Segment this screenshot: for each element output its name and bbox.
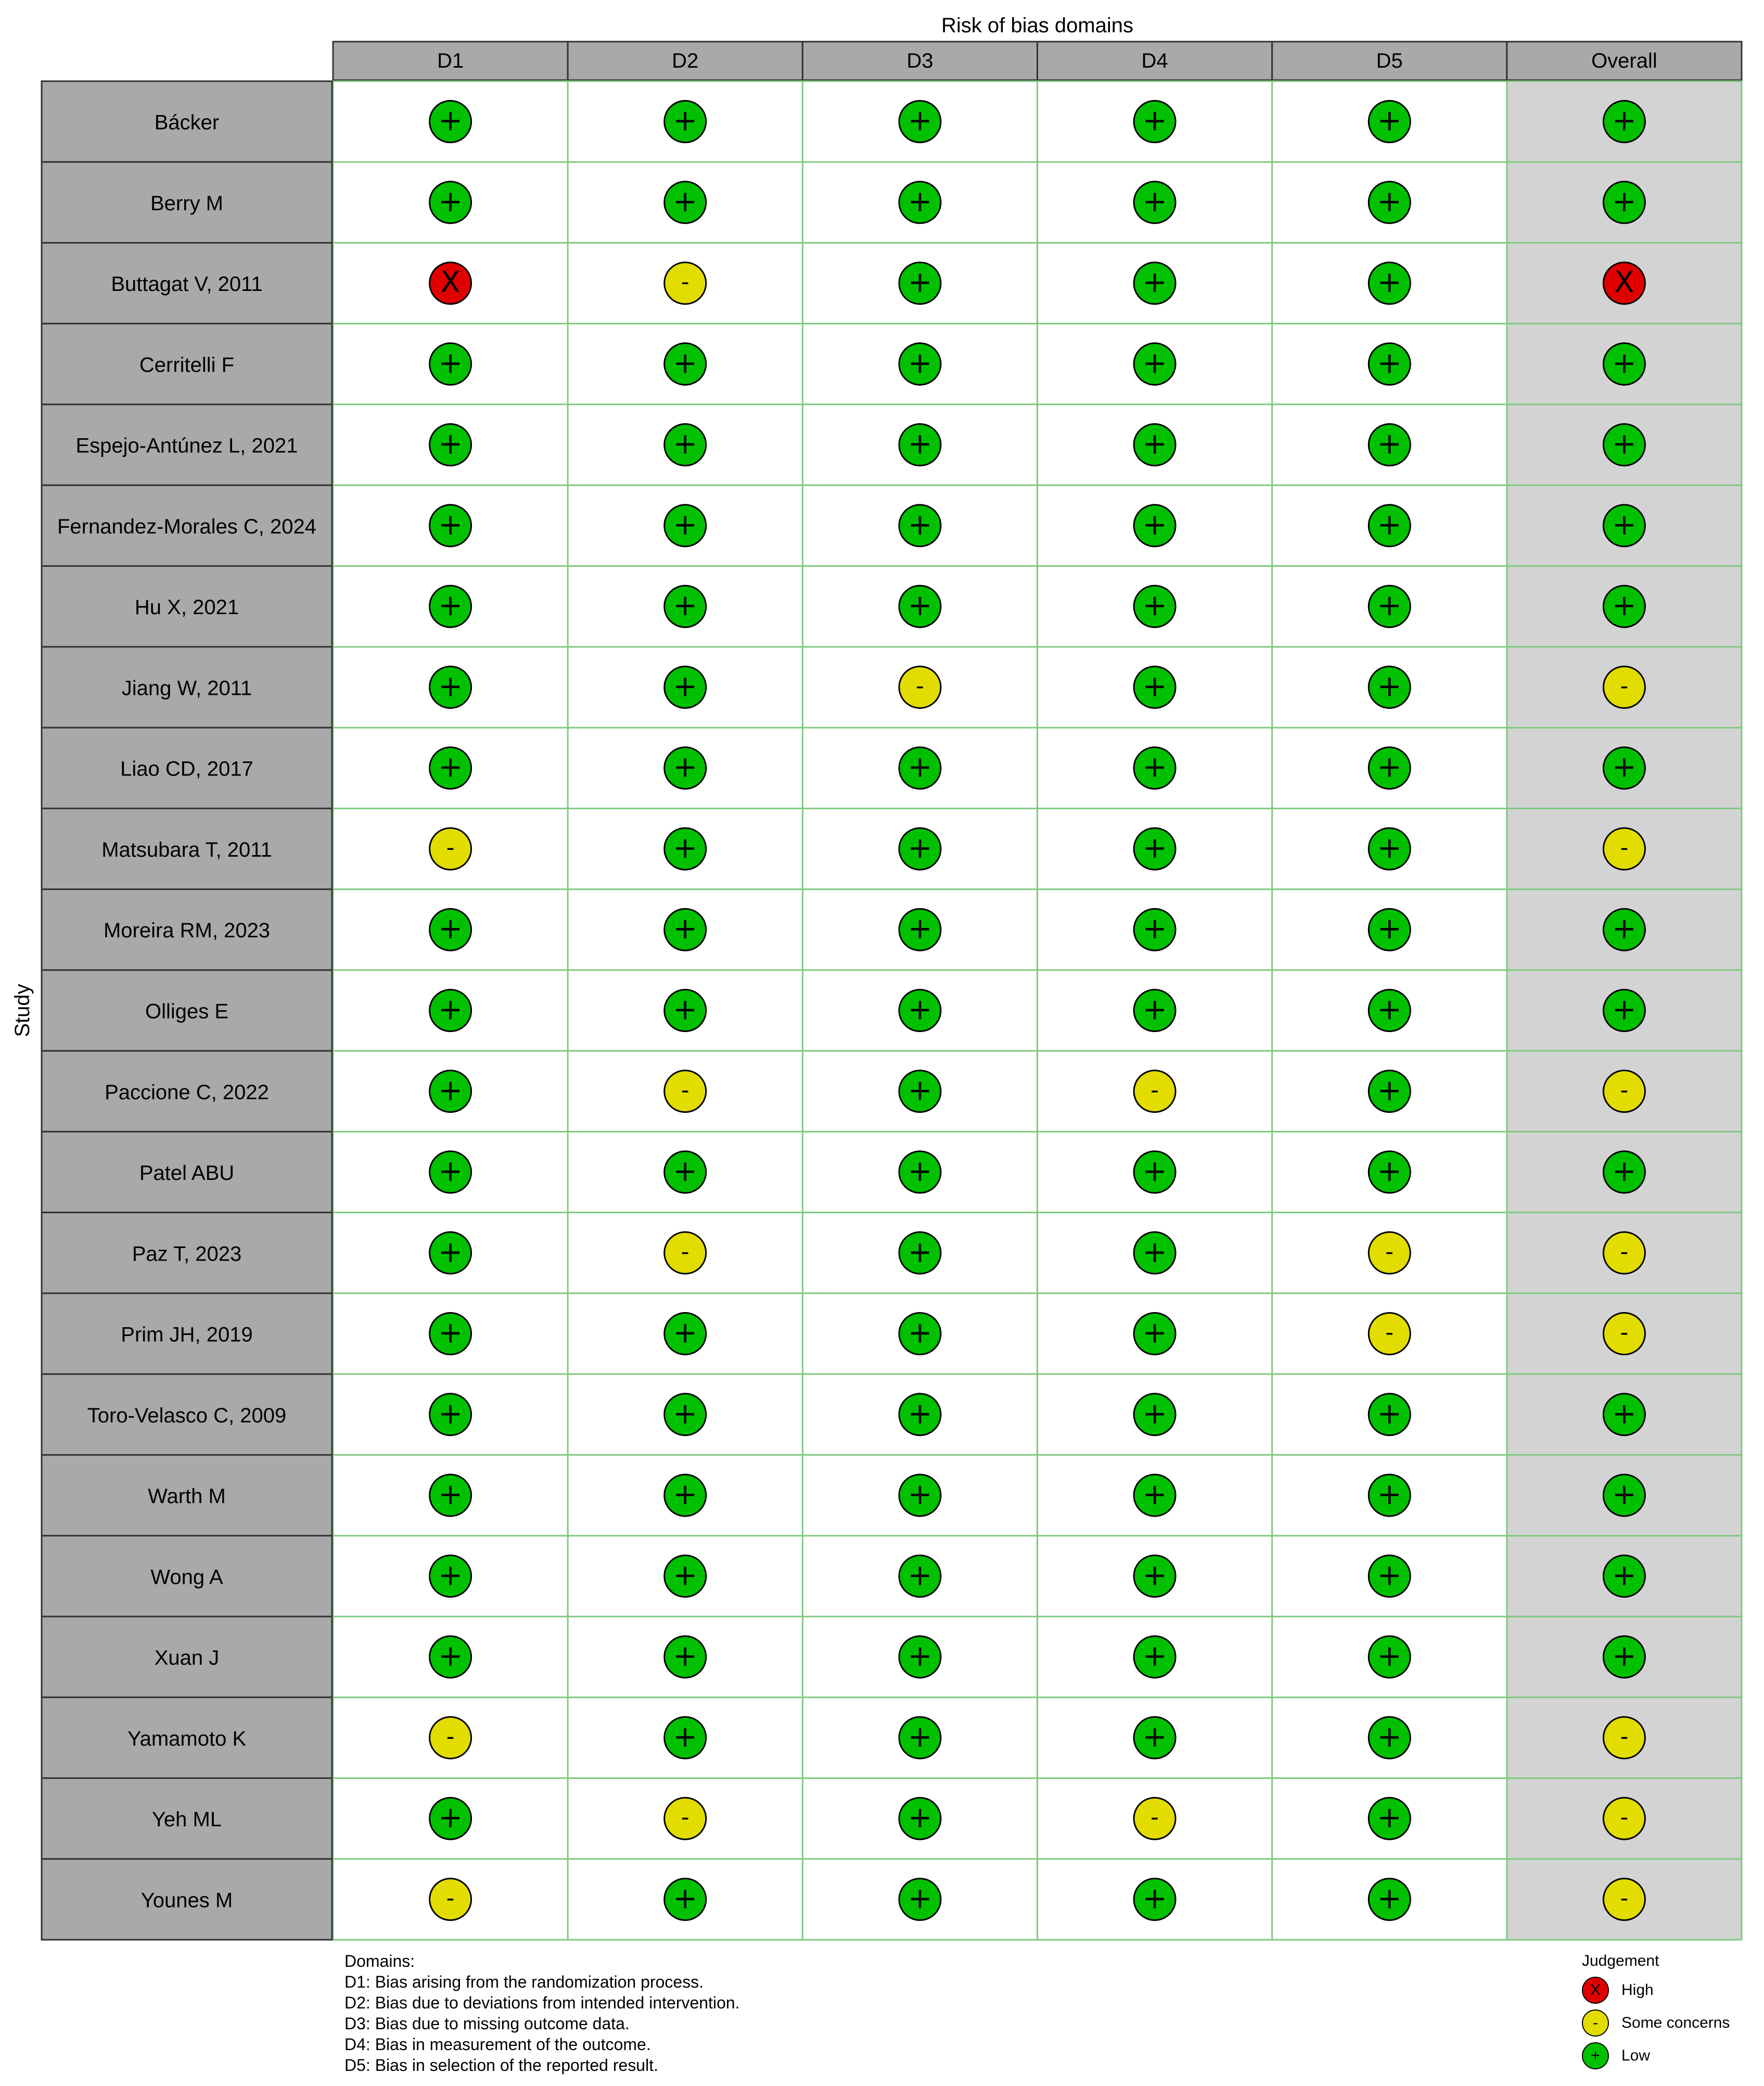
judgement-symbol-low: +	[1142, 265, 1167, 300]
judgement-symbol-low: +	[907, 1801, 932, 1835]
low-icon: +	[1582, 2042, 1609, 2069]
judgement-symbol-low: +	[1377, 831, 1402, 865]
judgement-symbol-low: +	[438, 1235, 463, 1269]
judgement-symbol-some: -	[1620, 1076, 1629, 1103]
judgement-symbol-low: +	[907, 1154, 932, 1189]
legend-item-some-concerns	[1582, 2006, 1759, 2039]
judgement-symbol-low: +	[438, 346, 463, 380]
judgement-symbol-low: +	[673, 669, 698, 704]
judgement-symbol-low: +	[673, 1881, 698, 1916]
column-header-label-d4: D4	[1141, 49, 1168, 72]
judgement-symbol-low: +	[907, 1235, 932, 1269]
column-header-label-d2: D2	[672, 49, 699, 72]
judgement-symbol-low: +	[673, 1639, 698, 1673]
study-label-warth-m: Warth M	[148, 1485, 226, 1508]
judgement-symbol-low: +	[673, 1396, 698, 1431]
high-icon: X	[1582, 1977, 1609, 2004]
judgement-symbol-some: -	[1620, 1319, 1629, 1346]
judgement-symbol-low: +	[1377, 104, 1402, 138]
judgement-symbol-low: +	[438, 993, 463, 1027]
judgement-symbol-low: +	[1612, 104, 1637, 138]
judgement-symbol-low: +	[1612, 912, 1637, 946]
judgement-symbol-some: -	[1620, 1804, 1629, 1831]
judgement-symbol-low: +	[1612, 589, 1637, 623]
study-label-hu-x-2021: Hu X, 2021	[134, 596, 239, 619]
column-header-label-d1: D1	[437, 49, 464, 72]
legend-label-some-concerns: Some concerns	[1621, 2014, 1730, 2031]
legend-title: Judgement	[1582, 1952, 1659, 1969]
judgement-symbol-low: +	[907, 1396, 932, 1431]
judgement-symbol-some: -	[1620, 672, 1629, 699]
judgement-symbol-low: +	[1377, 669, 1402, 704]
judgement-symbol-low: +	[1612, 1558, 1637, 1593]
study-label-paccione-c-2022: Paccione C, 2022	[105, 1080, 269, 1104]
judgement-symbol-low: +	[907, 1639, 932, 1673]
judgement-symbol-low: +	[1612, 184, 1637, 219]
study-label-cerritelli-f: Cerritelli F	[139, 353, 235, 377]
judgement-symbol-low: +	[673, 1154, 698, 1189]
judgement-symbol-some: -	[1385, 1319, 1394, 1346]
judgement-symbol-high: X	[440, 265, 461, 300]
column-header-label-d5: D5	[1376, 49, 1403, 72]
judgement-symbol-some: -	[915, 672, 924, 699]
judgement-symbol-low: +	[907, 1881, 932, 1916]
judgement-symbol-low: +	[1142, 1316, 1167, 1350]
judgement-symbol-low: +	[1377, 1720, 1402, 1754]
column-header-label-overall: Overall	[1591, 49, 1657, 72]
judgement-symbol-low: +	[1377, 1073, 1402, 1108]
judgement-symbol-some: -	[446, 1723, 455, 1750]
judgement-symbol-low: +	[907, 1558, 932, 1593]
judgement-symbol-low: +	[1377, 184, 1402, 219]
judgement-symbol-low: +	[673, 589, 698, 623]
study-label-jiang-w-2011: Jiang W, 2011	[121, 677, 252, 700]
judgement-symbol-low: +	[438, 507, 463, 542]
judgement-symbol-low: +	[438, 1801, 463, 1835]
judgement-symbol-low: +	[673, 1558, 698, 1593]
judgement-symbol-low: +	[438, 1073, 463, 1108]
judgement-symbol-low: +	[438, 1396, 463, 1431]
judgement-symbol-some: -	[1151, 1804, 1159, 1831]
judgement-symbol-low: +	[907, 1478, 932, 1512]
judgement-symbol-low: +	[1377, 265, 1402, 300]
judgement-symbol-low: +	[1377, 1881, 1402, 1916]
judgement-symbol-low: +	[1377, 589, 1402, 623]
judgement-symbol-low: +	[673, 507, 698, 542]
study-label-fernandez-morales-c-2024: Fernandez-Morales C, 2024	[57, 515, 317, 538]
domains-key-heading: Domains:	[344, 1952, 415, 1970]
study-label-prim-jh-2019: Prim JH, 2019	[121, 1323, 253, 1346]
judgement-symbol-low: +	[1612, 507, 1637, 542]
judgement-symbol-low: +	[1142, 1558, 1167, 1593]
judgement-symbol-low: +	[907, 346, 932, 380]
judgement-symbol-low: +	[1142, 1881, 1167, 1916]
some-concerns-icon: -	[1582, 2009, 1609, 2037]
judgement-symbol-some: -	[1385, 1238, 1394, 1265]
judgement-symbol-low: +	[1142, 589, 1167, 623]
judgement-symbol-low: +	[1142, 1720, 1167, 1754]
judgement-symbol-low: +	[438, 427, 463, 461]
judgement-symbol-some: -	[1151, 1076, 1159, 1103]
judgement-symbol-low: +	[907, 104, 932, 138]
judgement-symbol-low: +	[1142, 831, 1167, 865]
judgement-symbol-low: +	[438, 669, 463, 704]
legend-item-low	[1582, 2039, 1759, 2072]
judgement-symbol-low: +	[1612, 427, 1637, 461]
judgement-symbol-low: +	[673, 750, 698, 784]
judgement-symbol-low: +	[1142, 104, 1167, 138]
judgement-symbol-low: +	[1142, 184, 1167, 219]
judgement-symbol-low: +	[1612, 1396, 1637, 1431]
judgement-symbol-low: +	[907, 265, 932, 300]
judgement-symbol-low: +	[438, 1478, 463, 1512]
judgement-symbol-low: +	[673, 184, 698, 219]
judgement-symbol-some: -	[1620, 1723, 1629, 1750]
domains-key-d5: D5: Bias in selection of the reported result.	[344, 2056, 658, 2075]
judgement-symbol-low: +	[673, 912, 698, 946]
judgement-symbol-low: +	[438, 1639, 463, 1673]
judgement-symbol-low: +	[673, 104, 698, 138]
judgement-symbol-low: +	[907, 507, 932, 542]
study-label-olliges-e: Olliges E	[145, 1000, 229, 1023]
column-header-label-d3: D3	[906, 49, 934, 72]
study-label-backer: Bácker	[154, 111, 220, 134]
judgement-symbol-low: +	[1377, 507, 1402, 542]
judgement-symbol-low: +	[1142, 507, 1167, 542]
study-label-liao-cd-2017: Liao CD, 2017	[120, 757, 253, 781]
domains-key-d2: D2: Bias due to deviations from intended intervention.	[344, 1993, 740, 2012]
y-axis-label: Study	[11, 984, 34, 1037]
study-label-moreira-rm-2023: Moreira RM, 2023	[103, 919, 271, 943]
judgement-symbol-low: +	[1142, 993, 1167, 1027]
judgement-symbol-low: +	[1377, 993, 1402, 1027]
judgement-symbol-high: X	[1614, 265, 1634, 300]
judgement-symbol-low: +	[673, 993, 698, 1027]
judgement-symbol-low: +	[673, 1478, 698, 1512]
judgement-symbol-low: +	[1612, 1478, 1637, 1512]
judgement-symbol-low: +	[1377, 346, 1402, 380]
study-label-toro-velasco-c-2009: Toro-Velasco C, 2009	[87, 1404, 287, 1427]
judgement-symbol-low: +	[1142, 669, 1167, 704]
judgement-symbol-low: +	[907, 589, 932, 623]
judgement-symbol-low: +	[907, 184, 932, 219]
chart-title: Risk of bias domains	[941, 14, 1134, 37]
judgement-symbol-low: +	[673, 1316, 698, 1350]
judgement-symbol-low: +	[1612, 1154, 1637, 1189]
study-label-berry-m: Berry M	[150, 192, 223, 215]
judgement-symbol-low: +	[907, 831, 932, 865]
judgement-symbol-low: +	[1142, 1478, 1167, 1512]
judgement-symbol-low: +	[438, 750, 463, 784]
judgement-symbol-some: -	[681, 1238, 689, 1265]
judgement-symbol-low: +	[438, 1558, 463, 1593]
judgement-symbol-low: +	[1377, 1154, 1402, 1189]
domains-key-d3: D3: Bias due to missing outcome data.	[344, 2014, 630, 2033]
judgement-symbol-low: +	[438, 1316, 463, 1350]
judgement-symbol-low: +	[907, 1316, 932, 1350]
legend-item-high	[1582, 1974, 1759, 2006]
study-label-yamamoto-k: Yamamoto K	[127, 1727, 247, 1750]
judgement-symbol-low: +	[1377, 912, 1402, 946]
judgement-symbol-low: +	[1612, 993, 1637, 1027]
judgement-symbol-some: -	[446, 1885, 455, 1912]
judgement-symbol-low: +	[1377, 427, 1402, 461]
study-label-paz-t-2023: Paz T, 2023	[132, 1242, 242, 1266]
judgement-legend	[1582, 1951, 1759, 2072]
study-label-yeh-ml: Yeh ML	[151, 1808, 222, 1831]
judgement-symbol-some: -	[1620, 834, 1629, 861]
judgement-symbol-some: -	[681, 269, 689, 296]
judgement-symbol-some: -	[681, 1076, 689, 1103]
judgement-symbol-low: +	[907, 912, 932, 946]
study-label-younes-m: Younes M	[140, 1889, 233, 1912]
judgement-symbol-low: +	[907, 993, 932, 1027]
domains-key-d1: D1: Bias arising from the randomization process.	[344, 1973, 704, 1991]
study-label-patel-abu: Patel ABU	[139, 1162, 235, 1185]
judgement-symbol-low: +	[907, 1073, 932, 1108]
domains-key	[344, 1951, 1073, 2076]
judgement-symbol-low: +	[1142, 1639, 1167, 1673]
judgement-symbol-low: +	[1142, 1235, 1167, 1269]
study-label-espejo-antunez-l-2021: Espejo-Antúnez L, 2021	[75, 434, 298, 457]
judgement-symbol-some: -	[681, 1804, 689, 1831]
judgement-symbol-some: -	[446, 834, 455, 861]
judgement-symbol-low: +	[907, 1720, 932, 1754]
judgement-symbol-low: +	[1377, 750, 1402, 784]
judgement-symbol-low: +	[673, 1720, 698, 1754]
domains-key-d4: D4: Bias in measurement of the outcome.	[344, 2035, 651, 2054]
study-label-wong-a: Wong A	[150, 1566, 223, 1589]
judgement-symbol-some: -	[1620, 1238, 1629, 1265]
judgement-symbol-low: +	[1612, 1639, 1637, 1673]
study-label-xuan-j: Xuan J	[154, 1646, 220, 1670]
judgement-symbol-low: +	[1377, 1396, 1402, 1431]
judgement-symbol-low: +	[907, 750, 932, 784]
judgement-symbol-low: +	[438, 589, 463, 623]
judgement-symbol-low: +	[438, 912, 463, 946]
judgement-symbol-low: +	[673, 346, 698, 380]
judgement-symbol-low: +	[673, 427, 698, 461]
study-label-buttagat-v-2011: Buttagat V, 2011	[111, 273, 263, 296]
judgement-symbol-low: +	[1377, 1478, 1402, 1512]
judgement-symbol-some: -	[1620, 1885, 1629, 1912]
judgement-symbol-low: +	[1612, 750, 1637, 784]
judgement-symbol-low: +	[438, 184, 463, 219]
judgement-symbol-low: +	[1377, 1801, 1402, 1835]
judgement-symbol-low: +	[673, 831, 698, 865]
judgement-symbol-low: +	[1142, 427, 1167, 461]
judgement-symbol-low: +	[1142, 912, 1167, 946]
legend-label-high: High	[1621, 1981, 1654, 1999]
judgement-symbol-low: +	[1142, 1396, 1167, 1431]
judgement-symbol-low: +	[438, 104, 463, 138]
judgement-symbol-low: +	[1377, 1639, 1402, 1673]
judgement-symbol-low: +	[1612, 346, 1637, 380]
judgement-symbol-low: +	[907, 427, 932, 461]
judgement-symbol-low: +	[1142, 346, 1167, 380]
judgement-symbol-low: +	[1142, 750, 1167, 784]
judgement-symbol-low: +	[438, 1154, 463, 1189]
judgement-symbol-low: +	[1142, 1154, 1167, 1189]
judgement-symbol-low: +	[1377, 1558, 1402, 1593]
legend-label-low: Low	[1621, 2046, 1651, 2064]
study-label-matsubara-t-2011: Matsubara T, 2011	[101, 838, 272, 861]
